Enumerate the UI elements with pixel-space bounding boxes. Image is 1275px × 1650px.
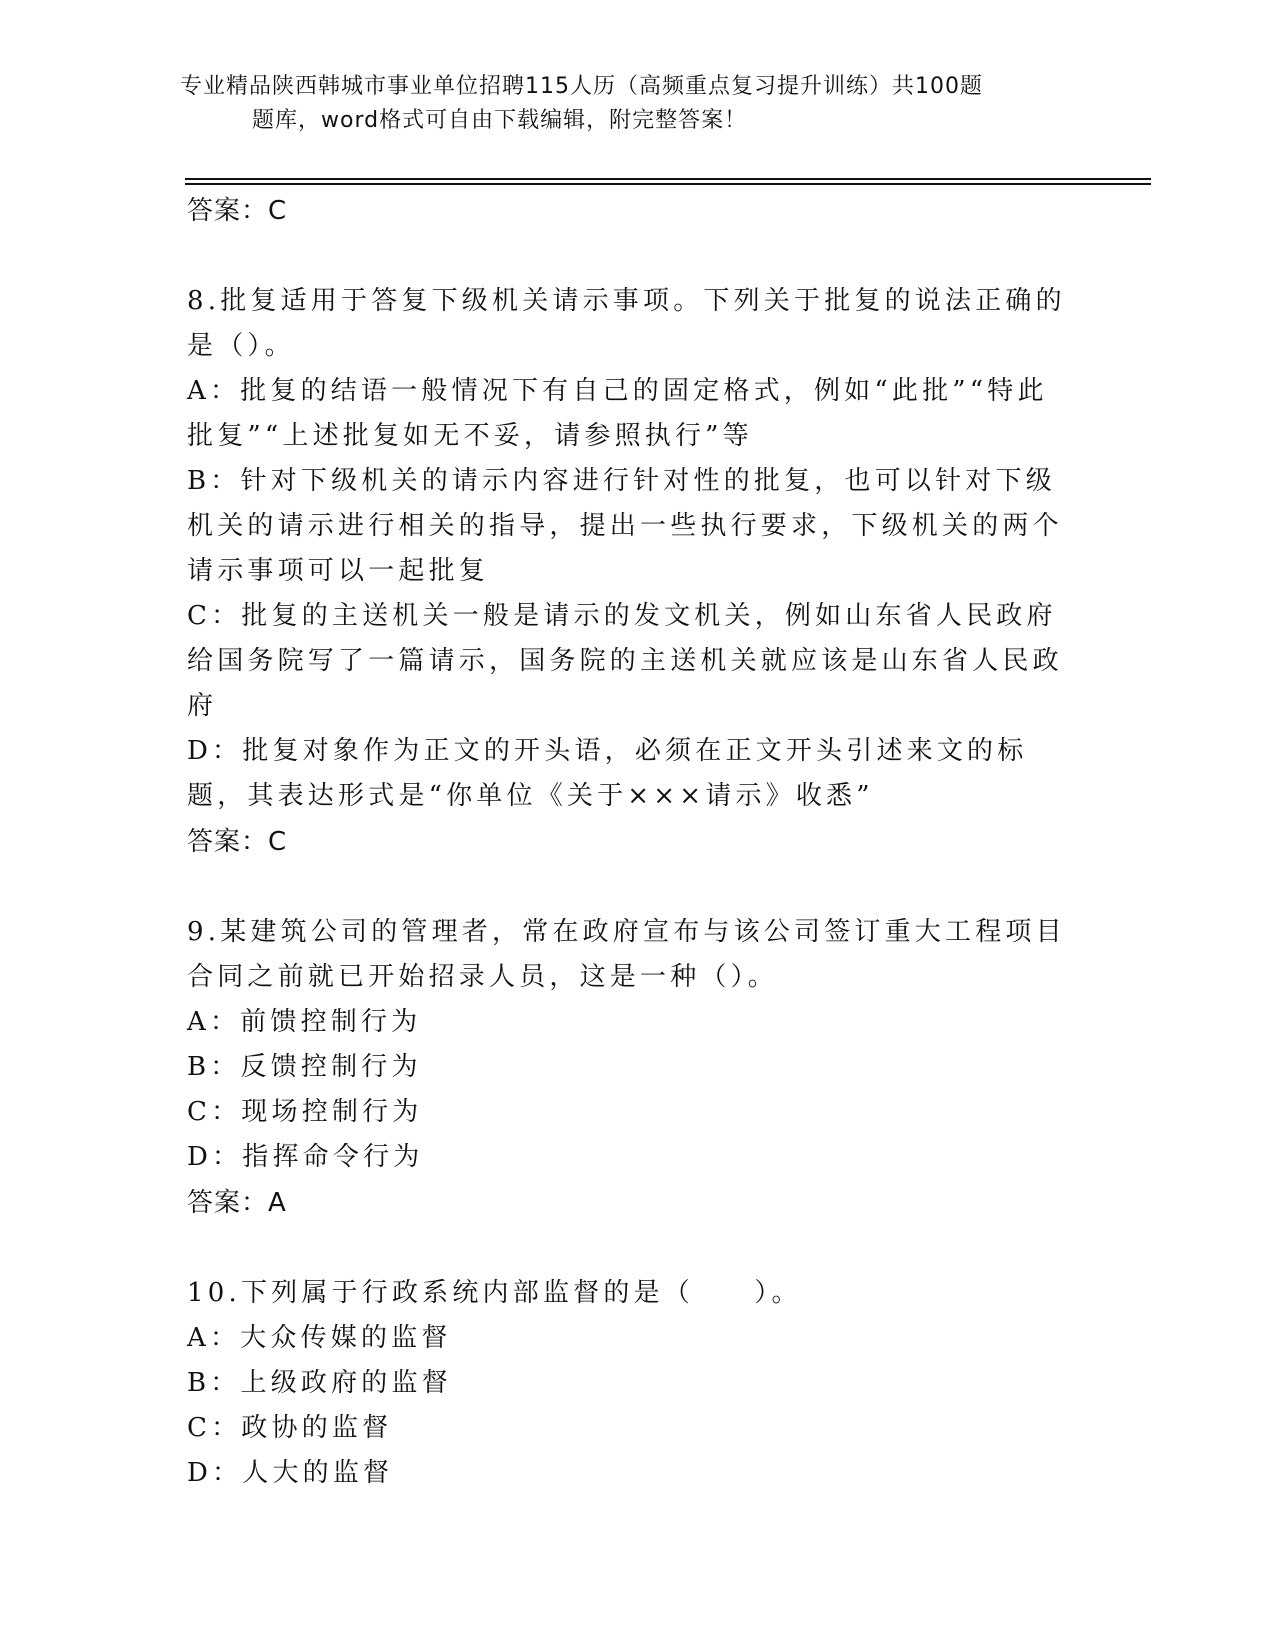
- option-b: B：反馈控制行为: [187, 1052, 422, 1082]
- question-text: 9.某建筑公司的管理者，常在政府宣布与该公司签订重大工程项目合同之前就已开始招录人员，这是一种（）。: [187, 917, 1066, 992]
- answer-line: 答案：C: [187, 196, 288, 226]
- option-b: B：上级政府的监督: [187, 1368, 452, 1398]
- blank-line: [187, 865, 1067, 910]
- option-a: A：前馈控制行为: [187, 1007, 422, 1037]
- option-a: A：大众传媒的监督: [187, 1323, 452, 1353]
- option-a: A：批复的结语一般情况下有自己的固定格式，例如“此批”“特此批复”“上述批复如无不妥，请参照执行”等: [187, 376, 1048, 451]
- header-line-2: 题库，word格式可自由下载编辑，附完整答案！: [252, 108, 748, 133]
- header-rule-top: [185, 178, 1151, 180]
- document-body: [187, 188, 1067, 1496]
- blank-line: [187, 234, 1067, 279]
- answer-line: 答案：C: [187, 827, 288, 857]
- option-c: C：批复的主送机关一般是请示的发文机关，例如山东省人民政府给国务院写了一篇请示，国务院的主送机关就应该是山东省人民政府: [187, 601, 1063, 721]
- option-b: B：针对下级机关的请示内容进行针对性的批复，也可以针对下级机关的请示进行相关的指导，提出一些执行要求，下级机关的两个请示事项可以一起批复: [187, 466, 1063, 586]
- header-line-1: 专业精品陕西韩城市事业单位招聘115人历（高频重点复习提升训练）共100题: [180, 74, 983, 99]
- answer-line: 答案：A: [187, 1188, 287, 1218]
- question-text: 8.批复适用于答复下级机关请示事项。下列关于批复的说法正确的是（）。: [187, 286, 1066, 361]
- question-8: [187, 279, 1067, 865]
- option-c: C：政协的监督: [187, 1413, 393, 1443]
- question-text: 10.下列属于行政系统内部监督的是（ ）。: [187, 1278, 802, 1308]
- blank-line: [187, 1226, 1067, 1271]
- header-rule-bottom: [185, 183, 1151, 185]
- document-header: [180, 70, 1080, 138]
- option-d: D：人大的监督: [187, 1458, 394, 1488]
- question-10: [187, 1271, 1067, 1496]
- question-9: [187, 910, 1067, 1226]
- option-c: C：现场控制行为: [187, 1097, 423, 1127]
- option-d: D：批复对象作为正文的开头语，必须在正文开头引述来文的标题，其表达形式是“你单位《关于×××请示》收悉”: [187, 736, 1028, 811]
- option-d: D：指挥命令行为: [187, 1142, 424, 1172]
